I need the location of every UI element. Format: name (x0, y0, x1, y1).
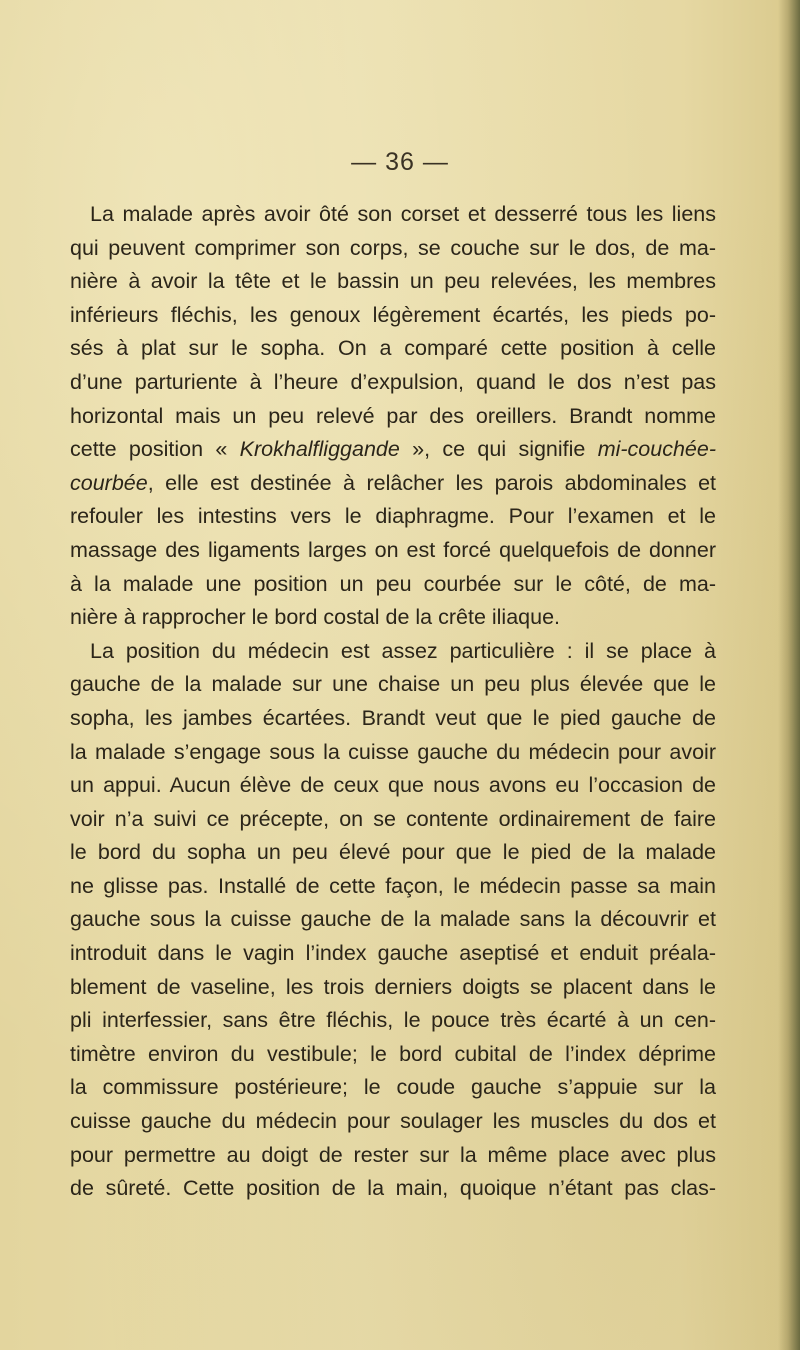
text-line: inférieurs fléchis, les genoux légèrement écartés, les pieds po- (70, 302, 716, 327)
italic-term: Krokhalfliggande (239, 437, 400, 462)
text-line: ne glisse pas. Installé de cette façon, le médecin passe sa main (70, 873, 716, 898)
text-line: introduit dans le vagin l’index gauche aseptisé et enduit préala- (70, 941, 716, 966)
text-line: cette position « Krokhalfliggande », ce qui signifie mi-couchée- (70, 437, 716, 462)
text-line: blement de vaseline, les trois derniers doigts se placent dans le (70, 974, 716, 999)
page-number: — 36 — (351, 148, 449, 176)
text-line: massage des ligaments larges on est forcé quelquefois de donner (70, 537, 716, 562)
text-line: La malade après avoir ôté son corset et desserré tous les liens (90, 202, 716, 226)
text-line: un appui. Aucun élève de ceux que nous avons eu l’occasion de (70, 773, 716, 798)
text-line: voir n’a suivi ce précepte, on se contente ordinairement de faire (70, 806, 716, 831)
body-text (70, 198, 716, 1206)
page-edge-shadow (778, 0, 800, 1350)
text-line: de sûreté. Cette position de la main, quoique n’étant pas clas- (70, 1176, 716, 1201)
text-line: sés à plat sur le sopha. On a comparé cette position à celle (70, 336, 716, 361)
text-line: nière à avoir la tête et le bassin un peu relevées, les membres (70, 269, 716, 294)
text-line: d’une parturiente à l’heure d’expulsion, quand le dos n’est pas (70, 369, 716, 394)
text-line: gauche de la malade sur une chaise un peu plus élevée que le (70, 672, 716, 697)
text-line: pour permettre au doigt de rester sur la même place avec plus (70, 1142, 716, 1167)
text-line: refouler les intestins vers le diaphragme. Pour l’examen et le (70, 504, 716, 529)
text-line: horizontal mais un peu relevé par des oreillers. Brandt nomme (70, 403, 716, 428)
text-line: courbée, elle est destinée à relâcher les parois abdominales et (70, 470, 716, 495)
text-line: La position du médecin est assez particulière : il se place à (90, 638, 716, 663)
italic-term: mi-couchée- (597, 437, 716, 462)
text-line: le bord du sopha un peu élevé pour que le pied de la malade (70, 840, 716, 865)
text-line: cuisse gauche du médecin pour soulager les muscles du dos et (70, 1109, 716, 1134)
text-line: sopha, les jambes écartées. Brandt veut que le pied gauche de (70, 705, 716, 730)
text-line: gauche sous la cuisse gauche de la malade sans la découvrir et (70, 907, 716, 932)
italic-term: courbée (70, 470, 148, 495)
text-line: la commissure postérieure; le coude gauche s’appuie sur la (70, 1075, 716, 1100)
text-line: nière à rapprocher le bord costal de la crête iliaque. (70, 605, 561, 630)
text-line: pli interfessier, sans être fléchis, le pouce très écarté à un cen- (70, 1008, 716, 1033)
text-line: la malade s’engage sous la cuisse gauche du médecin pour avoir (70, 739, 716, 764)
text-line: qui peuvent comprimer son corps, se couche sur le dos, de ma- (70, 235, 716, 260)
text-line: timètre environ du vestibule; le bord cubital de l’index déprime (70, 1041, 716, 1066)
text-line: à la malade une position un peu courbée sur le côté, de ma- (70, 571, 716, 596)
